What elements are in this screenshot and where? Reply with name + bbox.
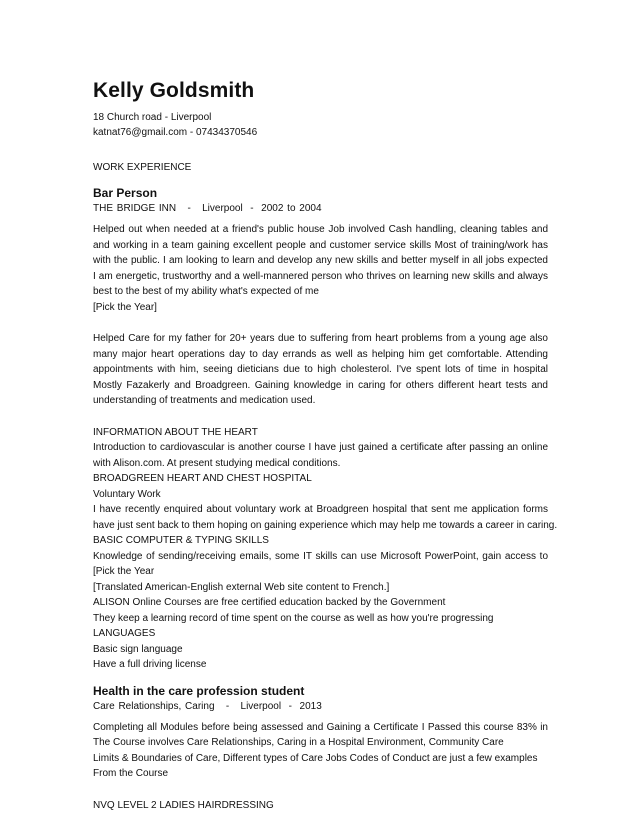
contact-block [93,110,548,140]
job1-para3-line: Introduction to cardiovascular is another course I have just gained a certificate after passing an online [93,442,548,453]
work-experience-heading: WORK EXPERIENCE [93,162,192,173]
job2-para-line: Completing all Modules before being assessed and Gaining a Certificate I Passed this course 83% in [93,721,548,733]
job1-para1-line: best to the best of my ability what's expected of me [93,286,319,297]
job2-title: Health in the care profession student [93,683,305,698]
job1-subtitle: THE BRIDGE INN - Liverpool - 2002 to 2004 [93,203,322,214]
job2-para-line: Limits & Boundaries of Care, Different types of Care Jobs Codes of Conduct are just a few examples [93,752,538,764]
job1-para3-line: Basic sign language [93,643,183,655]
candidate-name: Kelly Goldsmith [93,79,255,102]
job1-para3-line: I have recently enquired about voluntary work at Broadgreen hospital that sent me application forms [93,504,548,515]
job1-para3-line: [Translated American-English external Web site content to French.] [93,581,390,593]
job1-para2-line: understanding of treatments and medication used. [93,395,316,406]
resume-page [93,78,558,813]
job1-para2-line: Helped Care for my father for 20+ years due to suffering from heart problems from a young age also [93,333,548,344]
job1-para1-line: I am energetic, trustworthy and a well-mannered person who thrives on learning new skills and always [93,270,548,282]
job1-para3-line: BASIC COMPUTER & TYPING SKILLS [93,535,269,546]
job1-para3-line: Have a full driving license [93,659,207,670]
address: 18 Church road - Liverpool [93,112,212,123]
job1-para3-line: LANGUAGES [93,628,156,639]
job1-description [93,222,548,315]
job1-para1-line: [Pick the Year] [93,301,157,313]
job1-para3-line: [Pick the Year [93,566,155,577]
job1-para2-line: appointments with him, seeing dieticians due to high cholesterol. I've spent lots of time in hospital [93,364,548,375]
job1-care-description [93,331,548,409]
job2-subtitle: Care Relationships, Caring - Liverpool - 2013 [93,700,322,712]
job1-para2-line: Mostly Fazakerly and Broadgreen. Gaining knowledge in caring for others different heart tests and [93,379,548,391]
job1-para1-line: with the public. I am looking to learn and develop any new skills and better myself in all jobs expected [93,255,548,266]
job1-para3-line: have just sent back to them hoping on gaining experience which may help me towards a career in caring. [93,519,558,531]
email-phone: katnat76@gmail.com - 07434370546 [93,127,258,138]
job1-para3-line: Voluntary Work [93,488,161,500]
job1-para3-line: They keep a learning record of time spent on the course as well as how you're progressing [93,612,494,624]
job1-para2-line: many major heart operations day to day errands as well as helping him get comfortable. Attending [93,348,548,360]
job1-para1-line: Helped out when needed at a friend's public house Job involved Cash handling, cleaning tables and [93,224,548,235]
job1-para1-line: and working in a team gaining excellent people and customer service skills Most of training/work has [93,239,548,251]
job1-para3-line: ALISON Online Courses are free certified education backed by the Government [93,597,446,608]
job1-para3-line: INFORMATION ABOUT THE HEART [93,426,258,438]
job1-courses [93,425,558,673]
job1-para3-line: Knowledge of sending/receiving emails, some IT skills can use Microsoft PowerPoint, gain access to [93,550,548,562]
job1-para3-line: BROADGREEN HEART AND CHEST HOSPITAL [93,473,312,484]
job2-description [93,720,548,782]
job2-para-line: From the Course [93,768,169,779]
job1-title: Bar Person [93,186,158,200]
nvq-heading: NVQ LEVEL 2 LADIES HAIRDRESSING [93,799,274,811]
job1-para3-line: with Alison.com. At present studying medical conditions. [93,457,341,469]
job2-para-line: The Course involves Care Relationships, Caring in a Hospital Environment, Community Care [93,737,504,748]
